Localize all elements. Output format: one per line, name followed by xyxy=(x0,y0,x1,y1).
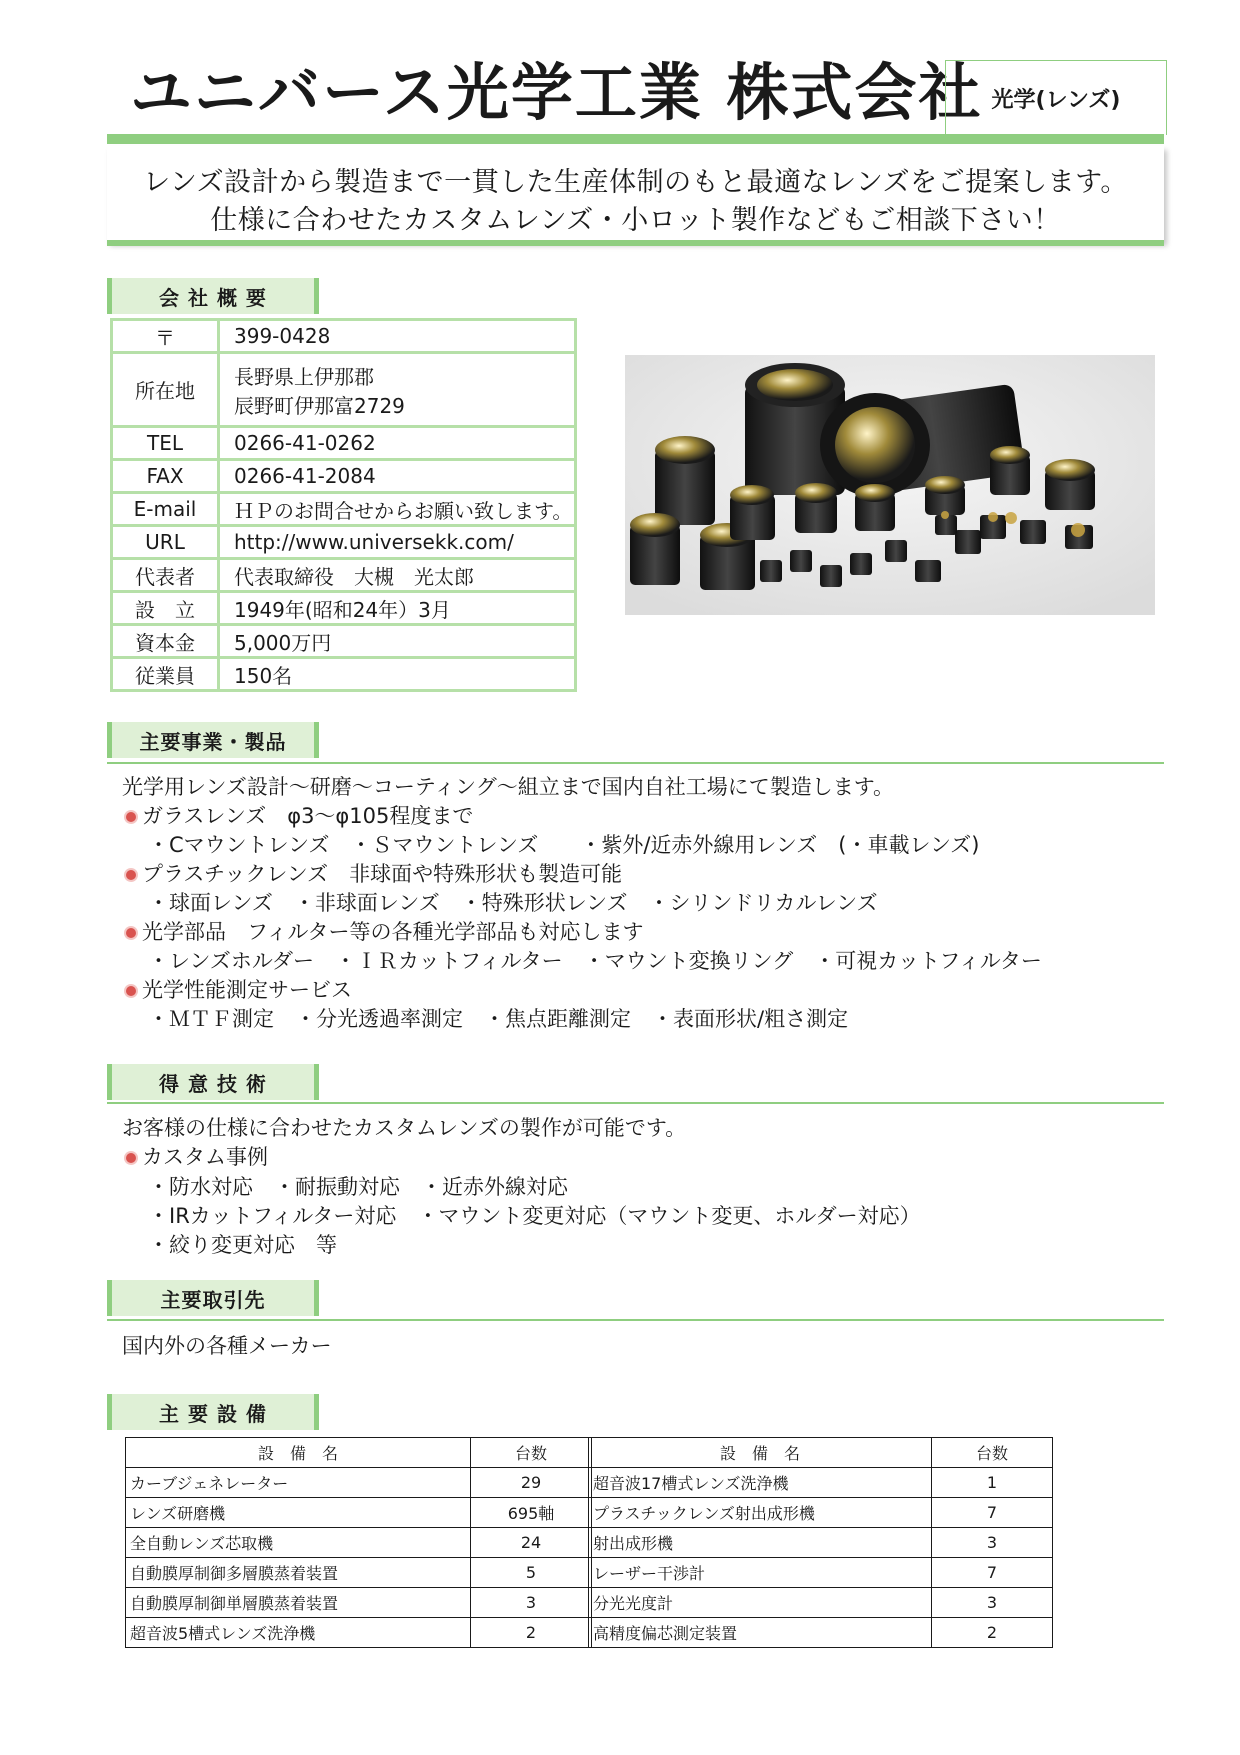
overview-key: 従業員 xyxy=(112,658,219,691)
table-row xyxy=(126,1498,592,1528)
equipment-count: 7 xyxy=(932,1558,1053,1588)
overview-value xyxy=(219,353,576,427)
equipment-name: 超音波5槽式レンズ洗浄機 xyxy=(126,1618,471,1648)
business-item xyxy=(126,806,473,827)
overview-key: 代表者 xyxy=(112,559,219,592)
equipment-count: 29 xyxy=(471,1468,592,1498)
overview-row-tel xyxy=(112,427,576,460)
tech-section-header xyxy=(107,1064,319,1100)
overview-row-email xyxy=(112,493,576,526)
bullet-icon xyxy=(126,1153,136,1163)
tech-intro: お客様の仕様に合わせたカスタムレンズの製作が可能です。 xyxy=(122,1116,687,1140)
table-row xyxy=(589,1618,1053,1648)
company-overview-table xyxy=(110,318,577,692)
equipment-count: 24 xyxy=(471,1528,592,1558)
overview-row-capital xyxy=(112,625,576,658)
equipment-count: 2 xyxy=(471,1618,592,1648)
overview-key: FAX xyxy=(112,460,219,493)
equipment-count: 2 xyxy=(932,1618,1053,1648)
tech-subitems: ・IRカットフィルター対応 ・マウント変更対応（マウント変更、ホルダー対応） xyxy=(148,1204,921,1228)
equipment-count: 3 xyxy=(471,1588,592,1618)
equipment-name: 自動膜厚制御単層膜蒸着装置 xyxy=(126,1588,471,1618)
table-row xyxy=(126,1528,592,1558)
equipment-count: 1 xyxy=(932,1468,1053,1498)
overview-row-employees xyxy=(112,658,576,691)
overview-value: 0266-41-0262 xyxy=(219,427,576,460)
table-row xyxy=(589,1558,1053,1588)
tech-subitems: ・防水対応 ・耐振動対応 ・近赤外線対応 xyxy=(148,1175,568,1199)
table-row xyxy=(126,1558,592,1588)
tagline-line-1: レンズ設計から製造まで一貫した生産体制のもと最適なレンズをご提案します。 xyxy=(143,167,1128,198)
tech-item-label: カスタム事例 xyxy=(142,1145,268,1169)
overview-title: 会 社 概 要 xyxy=(159,285,267,310)
overview-value: 1949年(昭和24年）3月 xyxy=(219,592,576,625)
overview-section-header xyxy=(107,278,319,314)
tagline-underline xyxy=(107,240,1164,246)
equipment-name: 分光光度計 xyxy=(589,1588,932,1618)
clients-section-header xyxy=(107,1280,319,1316)
equipment-section-header xyxy=(107,1394,319,1430)
overview-value: 399-0428 xyxy=(219,320,576,353)
category-label: 光学(レンズ) xyxy=(945,60,1167,135)
business-item-label: 光学性能測定サービス xyxy=(142,978,352,1002)
overview-row-url xyxy=(112,526,576,559)
business-item xyxy=(126,864,622,885)
bullet-icon xyxy=(126,928,136,938)
equipment-name: 射出成形機 xyxy=(589,1528,932,1558)
overview-key: 〒 xyxy=(112,320,219,353)
business-divider xyxy=(107,762,1164,764)
business-item xyxy=(126,980,352,1001)
equipment-name: レーザー干渉計 xyxy=(589,1558,932,1588)
tech-subitems: ・絞り変更対応 等 xyxy=(148,1233,337,1257)
equipment-header-row xyxy=(589,1438,1053,1468)
table-row xyxy=(589,1498,1053,1528)
equipment-count: 3 xyxy=(932,1588,1053,1618)
table-row xyxy=(589,1528,1053,1558)
business-item-label: ガラスレンズ φ3～φ105程度まで xyxy=(142,804,474,828)
overview-key: 資本金 xyxy=(112,625,219,658)
business-subitems: ・Cマウントレンズ ・Ｓマウントレンズ ・紫外/近赤外線用レンズ (・車載レンズ) xyxy=(148,833,980,857)
tech-item xyxy=(126,1147,268,1168)
equipment-title: 主 要 設 備 xyxy=(159,1401,267,1426)
business-section-header xyxy=(107,722,319,758)
bullet-icon xyxy=(126,812,136,822)
address-line-2: 辰野町伊那富2729 xyxy=(234,393,405,418)
overview-row-postal xyxy=(112,320,576,353)
bullet-icon xyxy=(126,986,136,996)
overview-row-established xyxy=(112,592,576,625)
overview-value: 代表取締役 大槻 光太郎 xyxy=(219,559,576,592)
business-subitems: ・レンズホルダー ・ＩＲカットフィルター ・マウント変換リング ・可視カットフィルター xyxy=(148,949,1042,973)
tech-title: 得 意 技 術 xyxy=(159,1071,267,1096)
equipment-count: 5 xyxy=(471,1558,592,1588)
business-item-label: プラスチックレンズ 非球面や特殊形状も製造可能 xyxy=(142,862,623,886)
business-item-label: 光学部品 フィルター等の各種光学部品も対応します xyxy=(142,920,644,944)
business-intro: 光学用レンズ設計～研磨～コーティング～組立まで国内自社工場にて製造します。 xyxy=(122,775,895,799)
business-title: 主要事業・製品 xyxy=(139,729,287,754)
overview-value[interactable]: http://www.universekk.com/ xyxy=(219,526,576,559)
business-subitems: ・球面レンズ ・非球面レンズ ・特殊形状レンズ ・シリンドリカルレンズ xyxy=(148,891,878,915)
overview-key: E-mail xyxy=(112,493,219,526)
table-row xyxy=(126,1468,592,1498)
equipment-name: レンズ研磨機 xyxy=(126,1498,471,1528)
equipment-count: 695軸 xyxy=(471,1498,592,1528)
overview-value: ＨＰのお問合せからお願い致します。 xyxy=(219,493,576,526)
equipment-name: プラスチックレンズ射出成形機 xyxy=(589,1498,932,1528)
clients-divider xyxy=(107,1319,1164,1321)
business-subitems: ・ＭＴＦ測定 ・分光透過率測定 ・焦点距離測定 ・表面形状/粗さ測定 xyxy=(148,1007,849,1031)
overview-row-representative xyxy=(112,559,576,592)
equipment-header-row xyxy=(126,1438,592,1468)
company-name: ユニバース光学工業 株式会社 xyxy=(130,56,983,129)
table-row xyxy=(126,1618,592,1648)
table-row xyxy=(589,1468,1053,1498)
overview-value: 150名 xyxy=(219,658,576,691)
overview-key: 設 立 xyxy=(112,592,219,625)
overview-value: 0266-41-2084 xyxy=(219,460,576,493)
overview-row-address xyxy=(112,353,576,427)
clients-text: 国内外の各種メーカー xyxy=(122,1334,332,1358)
tagline-line-2: 仕様に合わせたカスタムレンズ・小ロット製作などもご相談下さい！ xyxy=(210,205,1061,236)
table-row xyxy=(126,1588,592,1618)
tech-divider xyxy=(107,1102,1164,1104)
equipment-count: 7 xyxy=(932,1498,1053,1528)
equipment-name: 高精度偏芯測定装置 xyxy=(589,1618,932,1648)
overview-row-fax xyxy=(112,460,576,493)
equipment-name-header: 設 備 名 xyxy=(589,1438,932,1468)
equipment-name: 全自動レンズ芯取機 xyxy=(126,1528,471,1558)
overview-key: TEL xyxy=(112,427,219,460)
equipment-table-left xyxy=(125,1437,592,1648)
tagline-box xyxy=(107,146,1164,242)
equipment-table-right xyxy=(588,1437,1053,1648)
overview-value: 5,000万円 xyxy=(219,625,576,658)
bullet-icon xyxy=(126,870,136,880)
table-row xyxy=(589,1588,1053,1618)
equipment-name: カーブジェネレーター xyxy=(126,1468,471,1498)
business-item xyxy=(126,922,643,943)
lens-products-photo xyxy=(625,355,1155,615)
equipment-count: 3 xyxy=(932,1528,1053,1558)
overview-key: 所在地 xyxy=(112,353,219,427)
title-underline xyxy=(107,134,1164,144)
address-line-1: 長野県上伊那郡 xyxy=(234,364,374,389)
equipment-count-header: 台数 xyxy=(932,1438,1053,1468)
equipment-name: 超音波17槽式レンズ洗浄機 xyxy=(589,1468,932,1498)
equipment-name-header: 設 備 名 xyxy=(126,1438,471,1468)
clients-title: 主要取引先 xyxy=(160,1287,266,1312)
overview-key: URL xyxy=(112,526,219,559)
equipment-count-header: 台数 xyxy=(471,1438,592,1468)
equipment-name: 自動膜厚制御多層膜蒸着装置 xyxy=(126,1558,471,1588)
